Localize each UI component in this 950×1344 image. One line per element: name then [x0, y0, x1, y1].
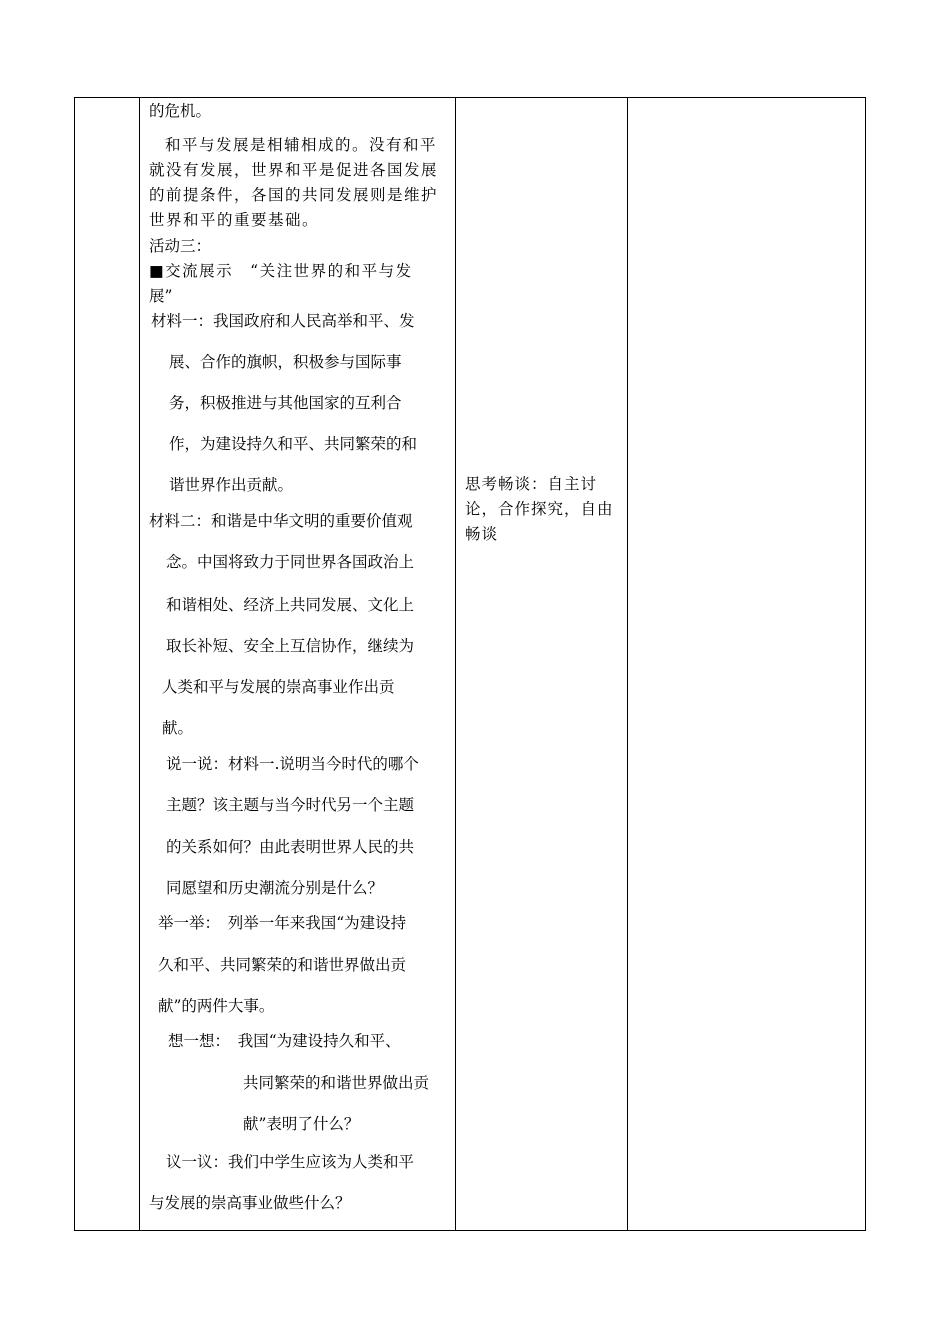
- text-line: 同愿望和历史潮流分别是什么？: [166, 879, 384, 897]
- text-line: 人类和平与发展的崇高事业作出贡: [162, 678, 395, 696]
- student-activity-cell: [465, 472, 621, 547]
- column-divider: [627, 97, 628, 1231]
- text-line: 献。: [162, 719, 194, 737]
- text-line: 取长补短、安全上互信协作，继续为: [166, 637, 415, 655]
- text-line: 与发展的崇高事业做些什么？: [149, 1194, 351, 1212]
- text-line: 展”: [149, 287, 173, 305]
- text-line: 举一举： 列举一年来我国“为建设持: [158, 914, 407, 932]
- text-line: 献”表明了什么？: [243, 1115, 360, 1133]
- text-line: 作，为建设持久和平、共同繁荣的和: [169, 435, 418, 453]
- text-line: 说一说：材料一.说明当今时代的哪个: [166, 755, 419, 773]
- text-line: 畅谈: [465, 525, 499, 543]
- text-line: 的危机。: [149, 102, 212, 120]
- text-line: 和平与发展是相辅相成的。没有和平: [165, 136, 438, 154]
- text-line: 谐世界作出贡献。: [169, 476, 294, 494]
- text-line: 议一议：我们中学生应该为人类和平: [166, 1153, 415, 1171]
- text-line: 的关系如何？由此表明世界人民的共: [166, 838, 415, 856]
- text-line: 想一想： 我国“为建设持久和平、: [168, 1032, 401, 1050]
- text-line: ■交流展示 “关注世界的和平与发: [149, 262, 413, 280]
- text-line: 就没有发展，世界和平是促进各国发展: [149, 161, 439, 179]
- text-line: 思考畅谈：自主讨: [465, 475, 598, 493]
- text-line: 展、合作的旗帜，积极参与国际事: [169, 353, 402, 371]
- column-divider: [139, 97, 140, 1231]
- text-line: 材料二：和谐是中华文明的重要价值观: [149, 512, 413, 530]
- text-line: 和谐相处、经济上共同发展、文化上: [166, 596, 415, 614]
- text-line: 活动三：: [149, 237, 212, 255]
- text-line: 世界和平的重要基础。: [149, 211, 320, 229]
- text-line: 主题？该主题与当今时代另一个主题: [166, 796, 415, 814]
- text-line: 献”的两件大事。: [158, 997, 275, 1015]
- text-line: 论，合作探究，自由: [465, 500, 614, 518]
- column-divider: [455, 97, 456, 1231]
- text-line: 久和平、共同繁荣的和谐世界做出贡: [158, 956, 407, 974]
- text-line: 共同繁荣的和谐世界做出贡: [243, 1074, 430, 1092]
- text-line: 务，积极推进与其他国家的互利合: [169, 394, 402, 412]
- text-line: 的前提条件，各国的共同发展则是维护: [149, 186, 439, 204]
- text-line: 材料一：我国政府和人民高举和平、发: [151, 312, 415, 330]
- text-line: 念。中国将致力于同世界各国政治上: [166, 553, 415, 571]
